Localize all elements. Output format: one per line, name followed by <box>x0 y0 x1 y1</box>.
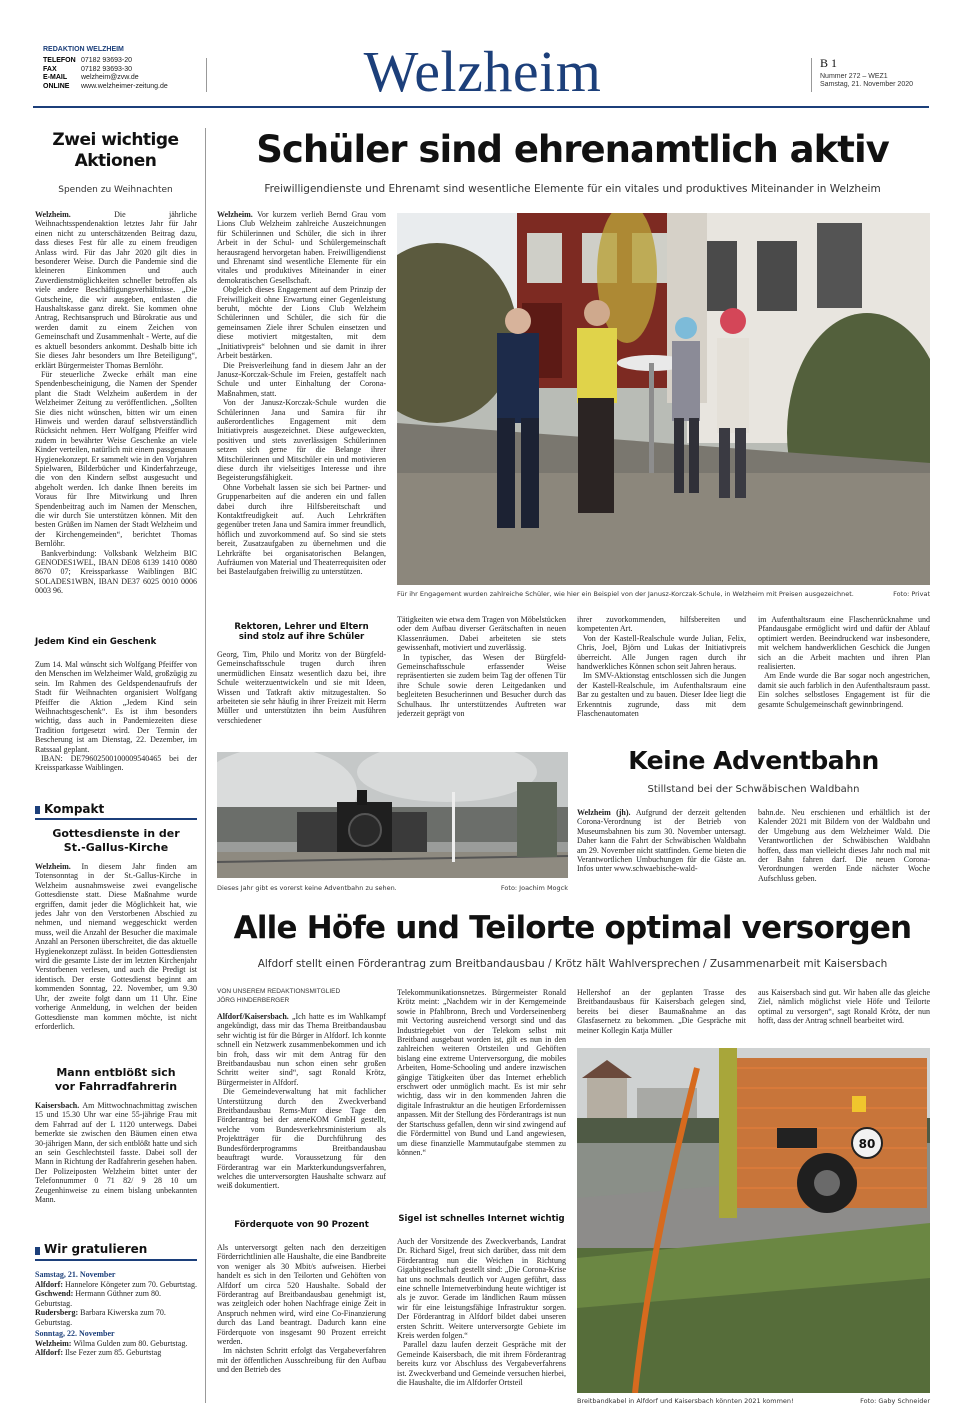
paragraph: Auch der Vorsitzende des Zweckverbands, Landrat Dr. Richard Sigel, freut sich darüber, dass mit dem Förderantrag nun die Weichen in Richtung Gigabitgesellschaft gestellt sind: „Die Corona-Krise hat uns nochmals deutlich vor Augen geführt, dass eine schnelle Internetverbindung heute wichtiger ist als je zuvor. Gerade im ländlichen Raum müssen wir für eine leistungsfähige Infrastruktur sorgen. Der Förderantrag in Alfdorf bildet dabei unseren ersten Schritt. Weitere unterversorgte Gebiete im Kreis werden folgen.“ <box>397 1237 566 1341</box>
gratulieren-place: Rudersberg: <box>35 1308 81 1317</box>
paragraph: Am Ende wurde die Bar sogar noch angestrichen, damit sie auch farblich in den Aufenthaltsraum passt. Ein solches selbstloses Engagement ist für die gesamte Schulgemeinschaft gewinnbringend. <box>758 671 930 709</box>
sigel-subhead: Sigel ist schnelles Internet wichtig <box>398 1214 565 1224</box>
paragraph: In typischer, das Wesen der Bürgfeld-Gemeinschaftsschule erfassender Weise repräsentierten sie zudem beim Tag der offenen Tür ihre Schule sowie deren Leitgedanken und begleiteten Besucherinnen und Besucher durch das Schulhaus. Ihr unterstützendes Auftreten war jederzeit geprägt von <box>397 652 566 719</box>
contact-line <box>43 66 132 75</box>
rektoren-subhead <box>217 622 386 642</box>
kompakt-heading: Kompakt <box>44 802 105 816</box>
paragraph: Tätigkeiten wie etwa dem Tragen von Möbelstücken oder dem Aufbau diverser Gerätschaften in neuen Klassenräumen. Dabei arbeiteten sie stets gewissenhaft, motiviert und zuverlässig. <box>397 615 566 653</box>
article-aktionen-title-line2: Aktionen <box>74 151 157 171</box>
gratulieren-place: Gschwend: <box>35 1289 76 1298</box>
foerderquote-subhead: Förderquote von 90 Prozent <box>234 1220 369 1230</box>
left-column-divider <box>205 128 206 1403</box>
gratulieren-list <box>35 1268 197 1358</box>
paragraph: Hellershof an der geplanten Trasse des Breitbandausbaus für Kaisersbach gelegen sind, bereits bei dieser Baumaßnahme an das Glasfasernetz zu bekommen. „Die Gespräche mit meiner Kollegin Katja Müller <box>577 988 746 1035</box>
article-aktionen-title <box>33 130 198 172</box>
paragraph: Von der Janusz-Korczak-Schule wurden die Schülerinnen Jana und Samira für ihr außerordentliches Engagement mit dem Initiativpreis ausgezeichnet. Diese aufgeweckten, positiven und stets zuverlässigen Schülerinnen setzen sich gerne für die Belange ihrer Mitschülerinnen und Mitschüler ein und motivieren diese durch ihr vielseitiges Interesse und ihre Begeisterungsfähigkeit. <box>217 398 386 483</box>
paragraph: Im nächsten Schritt erfolgt das Vergabeverfahren mit der öffentlichen Ausschreibung für den Aufbau und den Betrieb des <box>217 1346 386 1375</box>
gratulieren-date: Samstag, 21. November <box>35 1270 116 1279</box>
paragraph: Von der Kastell-Realschule wurde Julian, Felix, Chris, Joel, Björn und Lukas der Initiativpreis überreicht. Alle Jungen ragen durch ihr handwerkliches Können schon seit Jahren heraus. <box>577 633 746 672</box>
contact-line <box>43 74 139 83</box>
contact-line <box>43 57 132 66</box>
paragraph: Welzheim (jh). Aufgrund der derzeit geltenden Corona-Verordnung ist der Betrieb von Museumsbahnen bis zum 30. November untersagt. Daher kann die Fahrt der Schwäbischen Waldbahn am 29. November nicht stattfinden. Gerne bieten die Verantwortlichen Umbuchungen für die Gäste an. Infos unter www.schwaebische-wald- <box>577 808 746 874</box>
paragraph: im Aufenthaltsraum eine Flaschenrücknahme und Pfandausgabe ermöglicht wird und dafür der Ablauf optimiert werden. Beeindruckend war insbesondere, mit welchem handwerklichen Geschick die Jungen sich an die Arbeit machten und ihren Plan realisierten. <box>758 615 930 672</box>
breitband-col3 <box>577 988 746 1038</box>
schueler-col-b3 <box>577 615 746 745</box>
author-line2: JÖRG HINDERBERGER <box>217 997 290 1004</box>
adventbahn-headline: Keine Adventbahn <box>628 746 879 775</box>
breitband-col4 <box>758 988 930 1038</box>
paragraph: Ohne Vorbehalt lassen sie sich bei Partner- und Gruppenarbeiten auf die anderen ein und fallen dabei durch ihre Hilfsbereitschaft und Kontaktfreudigkeit auf. Auch Lehrkräften gegenüber treten Jana und Samira immer freundlich, höflich und zuvorkommend auf. So sind sie stets bereit, Zusatzaufgaben zu übernehmen und die Lehrkräfte bei organisatorischen Belangen, Aufräumen von Material und Theaterrequisiten oder bei Bastelaufgaben freiwillig zu unterstützen. <box>217 482 386 577</box>
dateline: Kaisersbach. <box>35 1101 83 1110</box>
paragraph: Welzheim. Die jährliche Weihnachtsspendenaktion letztes Jahr für Jahr einen nicht zu unterschätzenden Beitrag dazu, dass dieses Fest für alle zu einem freudigen Anlass wird. Für das Jahr 2020 gilt dies in besonderer Weise. Durch die Pandemie sind die kleineren Einkommen und auch Zuverdienstmöglichkeiten schneller betroffen als viele andere Beschäftigungsverhältnisse. „Die Gutscheine, die wir ausgeben, entlasten die Haushaltskasse ganz direkt. Sie kommen ohne Antrag, Rechtsanspruch und Bürokratie aus und werden damit zu einem Zeichen von Gemeinschaft und Zusammenhalt - Werte, auf die es aktuell besonders ankommt. Deshalb bitte ich Sie dieses Jahr besonders um Ihre Beteiligung“, erklärt Bürgermeister Thomas Bernlöhr. <box>35 210 197 370</box>
breitband-col2b <box>397 1237 566 1407</box>
schueler-photo-image <box>397 213 930 585</box>
issue-number: Nummer 272 – WEZ1 <box>820 73 888 80</box>
dateline: Alfdorf/Kaisersbach. <box>217 1012 292 1021</box>
contact-value: 07182 93693-30 <box>81 65 132 73</box>
paragraph: Im SMV-Aktionstag entschlossen sich die Jungen der Kastell-Realschule, im Aufenthaltsraum eine Bar zu gestalten und zu bauen. Dieser Idee liegt die Erkenntnis zugrunde, dass mit dem Flaschenautomaten <box>577 671 746 719</box>
paragraph: Bankverbindung: Volksbank Welzheim BIC GENODES1WEL, IBAN DE08 6139 1410 0080 8670 07; Kreissparkasse Waiblingen BIC SOLADES1WBN, IBAN DE37 6025 0010 0006 0003 96. <box>35 548 197 596</box>
schueler-col1 <box>217 210 386 610</box>
section-label: B 1 <box>820 56 838 70</box>
breitband-col1b <box>217 1243 386 1408</box>
kompakt-rule <box>35 818 197 820</box>
paragraph: Georg, Tim, Philo und Moritz von der Bürgfeld-Gemeinschaftsschule trugen durch ihren unermüdlichen Einsatz wesentlich dazu bei, ihre Schule weiterzuentwickeln und sie mit Ideen, Wissen und Tatkraft aktiv mitzugestalten. So arbeiteten sie sehr häufig in ihrer Freizeit mit Herrn Müller und unterstützten ihn beim Ausführen verschiedener <box>217 650 386 725</box>
breitband-photo <box>577 1048 930 1393</box>
author-line1: VON UNSEREM REDAKTIONSMITGLIED <box>217 988 341 995</box>
dateline: Welzheim. <box>35 862 82 871</box>
breitband-credit: Foto: Gaby Schneider <box>860 1397 930 1405</box>
gratulieren-rule <box>35 1259 197 1261</box>
paragraph: Telekommunikationsnetzes. Bürgermeister Ronald Krötz meint: „Nachdem wir in der Kerngemeinde sowie in Pfahlbronn, Brech und Vorderseinenberg mit Vectoring ausreichend versorgt sind und das Industriegebiet von der Telekom selbst mit Breitband ausgebaut worden ist, gilt es nun in den zahlreichen weiteren Ortsteilen und Gehöften bislang eine extreme Unterversorgung, die mobiles Arbeiten, Home-Schooling und andere inzwischen gängige Tätigkeiten über das Internet erheblich erschwert oder unmöglich macht. Es ist mir sehr wichtig, dass wir in den kommenden Jahren die digitale Infrastruktur an die heutigen Erfordernissen anpassen. Mit der Stellung des Förderantrags ist nun der Startschuss gefallen, denn wir sind zwingend auf die Fördermittel von Bund und Land angewiesen, um diese finanzielle Mammutaufgabe stemmen zu können.“ <box>397 988 566 1157</box>
gratulieren-entry: Gschwend: Hermann Güthner zum 80. Geburtstag. <box>35 1289 161 1308</box>
breitband-headline: Alle Höfe und Teilorte optimal versorgen <box>233 910 912 946</box>
article-aktionen-title-line1: Zwei wichtige <box>52 130 179 150</box>
adventbahn-caption: Dieses Jahr gibt es vorerst keine Adventbahn zu sehen. <box>217 884 397 892</box>
contact-key: ONLINE <box>43 82 70 90</box>
gottesdienste-body <box>35 862 197 1057</box>
gratulieren-date: Sonntag, 22. November <box>35 1329 115 1338</box>
contact-value: 07182 93693-20 <box>81 57 132 64</box>
adventbahn-subline: Stillstand bei der Schwäbischen Waldbahn <box>647 784 860 795</box>
breitband-col2 <box>397 988 566 1208</box>
paragraph: Parallel dazu laufen derzeit Gespräche mit der Gemeinde Kaisersbach, die mit ihrem Förderantrag bereits kurz vor Abschluss des Vergabeverfahrens ist. Zweckverband und Gemeinde versuchen hierbei, die Haushalte, die im Alfdorfer Ortsteil <box>397 1340 566 1388</box>
paper-title: Welzheim <box>363 39 602 104</box>
gottesdienste-title-line1: Gottesdienste in der <box>52 827 180 840</box>
rektoren-subhead-line2: sind stolz auf ihre Schüler <box>238 632 365 642</box>
train-photo-image <box>217 752 568 878</box>
paragraph: Kaisersbach. Am Mittwochnachmittag zwischen 15 und 15.30 Uhr war eine 55-jährige Frau mit dem Fahrrad auf der L 1120 unterwegs. Dabei bemerkte sie zwischen den Bäumen einen etwa 30-jährigen Mann, der sich entblößt hatte und sich an sein Geschlechtsteil fasste. Dabei soll der Mann in Richtung der Radfahrerin gesehen haben. Der Polizeiposten Welzheim bittet unter der Telefonnummer 0 71 82/ 9 28 10 um Zeugenhinweise zu einem bislang unbekannten Mann. <box>35 1101 197 1205</box>
adventbahn-col2 <box>758 808 930 888</box>
breitband-caption: Breitbandkabel in Alfdorf und Kaisersbach könnten 2021 kommen! <box>577 1397 794 1405</box>
gratulieren-entry: Welzheim: Wilma Gulden zum 80. Geburtstag. <box>35 1338 188 1348</box>
schueler-col-b2 <box>397 615 566 745</box>
mann-entbloesst-title <box>35 1066 197 1094</box>
breitband-col1 <box>217 1012 386 1207</box>
svg-text:80: 80 <box>858 1137 876 1151</box>
adventbahn-photo <box>217 752 568 878</box>
gratulieren-entry: Rudersberg: Barbara Kiwerska zum 70. Geburtstag. <box>35 1308 166 1327</box>
paragraph: Zum 14. Mal wünscht sich Wolfgang Pfeiffer von den Menschen im Welzheimer Wald, großzügig zu sein. Im Rahmen des Geldspendenaufrufs der Stadt für Weihnachten organisiert Wolfgang Pfeiffer die Aktion „Jedem Kind sein Weihnachtsgeschenk“. Es ist ihm besonders wichtig, dass auch in Pandemiezeiten diese Tradition fortgesetzt wird. Der Termin der Bescherung ist am Dienstag, 22. Dezember, im Ratssaal geplant. <box>35 660 197 754</box>
paragraph: Für steuerliche Zwecke erhält man eine Spendenbescheinigung, die Namen der Spender plant die Stadt Welzheim außerdem in der Welzheimer Zeitung zu veröffentlichen. „Sollten Sie dies nicht wünschen, bitten wir um einen Hinweis und werden darauf selbstverständlich Rücksicht nehmen. Herr Wolfgang Pfeiffer wird zudem in bewährter Weise Geschenke an viele Kinder verteilen, natürlich mit einem passgenauen Hygienekonzept. Er sammelt wie in den Vorjahren Spielwaren, Bilderbücher und Kinderfahrzeuge, die von den Kindern selbst ausgesucht und abgeholt werden. Ich danke Ihnen bereits im Voraus für Ihre Mitwirkung und Ihren Spendenbeitrag auch im Namen der Menschen, die wir durch Sie unterstützen können. Mit den besten Grüßen im Namen der Stadt Welzheim und der Kirchengemeinden“, berichtet Thomas Bernlöhr. <box>35 369 197 549</box>
paragraph: Als unterversorgt gelten nach den derzeitigen Förderrichtlinien alle Haushalte, die eine Bandbreite von weniger als 30 Mbit/s aufweisen. Hierbei handelt es sich in den Teilorten und Gehöften von Alfdorf um circa 520 Haushalte. Sobald der Förderantrag auf Breitbandausbau genehmigt ist, was zeitgleich oder hohen Nachfrage einige Zeit in Anspruch nehmen wird, wird eine Co-Finanzierung durch das Land beantragt. Dadurch kann eine Förderquote von insgesamt 90 Prozent erreicht werden. <box>217 1243 386 1347</box>
schueler-col-b4 <box>758 615 930 745</box>
gottesdienste-title-line2: St.-Gallus-Kirche <box>63 841 169 854</box>
article-aktionen-subtitle: Spenden zu Weihnachten <box>58 185 173 195</box>
dateline: Welzheim. <box>217 210 258 219</box>
paragraph: Die Gemeindeverwaltung hat mit fachlicher Unterstützung durch den Zweckverband Breitbandausbau Rems-Murr diese Tage den Förderantrag bei der ateneKOM GmbH gestellt, welche vom Bundesverkehrsministerium als Projektträger für die Durchführung des Bundesförderprogramms Breitbandausbau beauftragt wurde. Voraussetzung für den Förderantrag war ein Markterkundungsverfahren, welches die unterversorgten Haushalte schwarz auf weiß dokumentiert. <box>217 1087 386 1191</box>
breitband-subline: Alfdorf stellt einen Förderantrag zum Breitbandausbau / Krötz hält Wahlversprechen / Zusammenarbeit mit Kaisersbach <box>257 958 888 970</box>
schueler-subline: Freiwilligendienste und Ehrenamt sind wesentliche Elemente für ein vitales und produktives Miteinander in Welzheim <box>264 183 881 195</box>
gottesdienste-title <box>35 827 197 855</box>
schueler-photo-caption: Für ihr Engagement wurden zahlreiche Schüler, wie hier ein Beispiel von der Janusz-Korczak-Schule, in Welzheim mit Preisen ausgezeichnet. <box>397 590 854 598</box>
paragraph: Welzheim. Vor kurzem verlieh Bernd Grau vom Lions Club Welzheim zahlreiche Auszeichnungen für Schülerinnen und Schüler, die sich in ihrer Arbeit in der Schul- und Schülergemeinschaft herausragend hervorgetan haben. Freiwilligendienst und Ehrenamt sind wesentliche Elemente für ein vitales und produktives Miteinander in einer demokratischen Gesellschaft. <box>217 210 386 285</box>
gratulieren-entry: Alfdorf: Ilse Fezer zum 85. Geburtstag <box>35 1348 162 1357</box>
gratulieren-heading: Wir gratulieren <box>44 1242 148 1256</box>
rektoren-subhead-line1: Rektoren, Lehrer und Eltern <box>234 622 369 632</box>
contact-line <box>43 83 168 92</box>
mann-entbloesst-title-line2: vor Fahrradfahrerin <box>54 1080 178 1093</box>
jedem-kind-subhead: Jedem Kind ein Geschenk <box>35 637 157 647</box>
paragraph: aus Kaisersbach sind gut. Wir haben alle das gleiche Ziel, nämlich möglichst viele Höfe und Teilorte optimal zu versorgen“, sagt Ronald Krötz, der nun hofft, dass der Antrag schnell bearbeitet wird. <box>758 988 930 1026</box>
masthead-left-rule <box>206 58 207 92</box>
paragraph: Alfdorf/Kaisersbach. „Ich hatte es im Wahlkampf angekündigt, dass mir das Thema Breitbandausbau sehr wichtig ist für die Bürger in Alfdorf. Ich konnte schnell ein Netzwerk zusammenbekommen und ich bin froh, dass wir mit dem Antrag für den Breitbandausbau nun schon einen sehr großen Schritt weiter sind“, sagt Ronald Krötz, Bürgermeister in Alfdorf. <box>217 1012 386 1087</box>
schueler-col-b1 <box>217 650 386 745</box>
schueler-photo <box>397 213 930 585</box>
paragraph: IBAN: DE79602500100009540465 bei der Kreissparkasse Waiblingen. <box>35 754 197 773</box>
issue-date: Samstag, 21. November 2020 <box>820 81 913 88</box>
masthead-rule <box>33 106 929 108</box>
dateline: Welzheim. <box>35 210 115 219</box>
contact-value: www.welzheimer-zeitung.de <box>81 82 168 90</box>
paragraph: Welzheim. In diesem Jahr finden am Totensonntag in der St.-Gallus-Kirche in Welzheim ausnahmsweise zwei evangelische Gottesdienste statt. Diese Maßnahme wurde ergriffen, damit jeder die Möglichkeit hat, wie jedes Jahr von den Verstorbenen Abschied zu nehmen, und niemand weggeschickt werden muss, weil die Anzahl der Besucher die maximale Anzahl an Personen überschreitet, die das aktuelle Hygienekonzept zulässt. In beiden Gottesdiensten wird die gesamte Liste der im letzten Kirchenjahr Verstorbenen verlesen, und auch die Predigt ist identisch. Der erste Gottesdienst beginnt am kommenden Sonntag, 22. November, um 9.30 Uhr, der zweite folgt dann um 11 Uhr. Eine vorherige Anmeldung, in welchen der beiden Gottesdienste man kommen möchte, ist nicht erforderlich. <box>35 862 197 1031</box>
adventbahn-credit: Foto: Joachim Mogck <box>500 884 568 892</box>
article-aktionen-body <box>35 210 197 630</box>
jedem-kind-body <box>35 660 197 775</box>
schueler-photo-credit: Foto: Privat <box>893 590 930 598</box>
paragraph: bahn.de. Neu erschienen und erhältlich ist der Kalender 2021 mit Bildern von der Waldbahn und der Umgebung aus dem Welzheimer Wald. Die Verantwortlichen der Schwäbischen Waldbahn hoffen, dass man vielleicht dieses Jahr noch mal mit der Bahn fahren darf. Die neuen Corona-Verordnungen werden Ende nächster Woche Aufschluss geben. <box>758 808 930 883</box>
paragraph: ihrer zuvorkommenden, hilfsbereiten und kompetenten Art. <box>577 615 746 634</box>
schueler-headline: Schüler sind ehrenamtlich aktiv <box>256 128 889 171</box>
gratulieren-place: Alfdorf: <box>35 1348 65 1357</box>
paragraph: Die Preisverleihung fand in diesem Jahr an der Janusz-Korczak-Schule im Freien, gestaffelt nach Schule und unter Einhaltung der Corona-Maßnahmen, statt. <box>217 360 386 398</box>
gratulieren-place: Alfdorf: <box>35 1279 65 1289</box>
paragraph: Obgleich dieses Engagement auf dem Prinzip der Freiwilligkeit ohne Erwartung einer Gegenleistung beruht, möchte der Lions Club Welzheim Schülerinnen und Schüler, die sich für die gemeinsamen Ziele ihrer Schulen einsetzen und diese motiviert mitgestalten, mit dem „Initiativpreis“ belohnen und sie damit in ihrer Arbeit bestärken. <box>217 285 386 361</box>
gratulieren-marker <box>35 1247 40 1255</box>
mann-entbloesst-title-line1: Mann entblößt sich <box>56 1066 176 1079</box>
masthead-right-rule <box>811 58 812 92</box>
breitband-author <box>217 987 386 1005</box>
contact-value: welzheim@zvw.de <box>81 74 139 81</box>
gratulieren-entry: Alfdorf: Hannelore Köngeter zum 70. Geburtstag. <box>35 1279 197 1289</box>
contact-key: FAX <box>43 65 57 73</box>
contact-key: TELEFON <box>43 57 76 64</box>
cable-photo-image <box>577 1048 930 1393</box>
mann-entbloesst-body <box>35 1101 197 1206</box>
kompakt-box-marker <box>35 806 40 814</box>
gratulieren-place: Welzheim: <box>35 1338 74 1348</box>
redaktion-label: REDAKTION WELZHEIM <box>43 46 124 53</box>
dateline: Welzheim (jh). <box>577 808 636 817</box>
contact-key: E-MAIL <box>43 74 68 81</box>
adventbahn-col1 <box>577 808 746 888</box>
